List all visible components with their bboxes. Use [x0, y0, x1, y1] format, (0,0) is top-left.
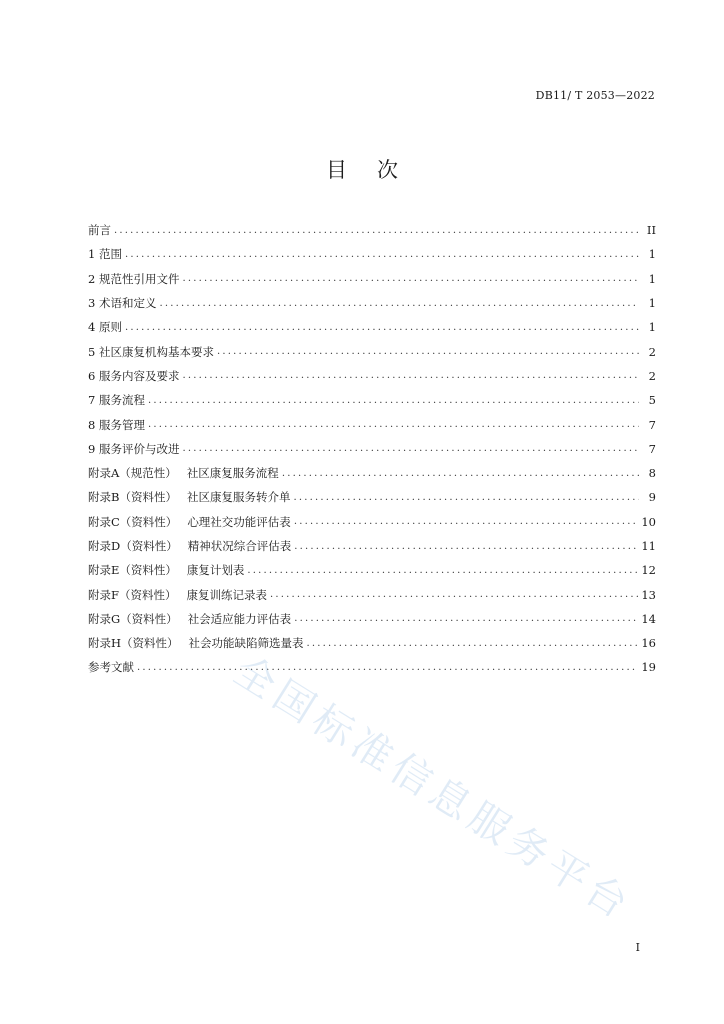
- toc-entry-text: 4 原则: [88, 320, 122, 335]
- toc-entry[interactable]: [88, 339, 656, 363]
- toc-entry-page: 2: [648, 344, 656, 359]
- dot-leader: [247, 565, 638, 576]
- toc-entry-page: 1: [648, 296, 656, 311]
- toc-entry[interactable]: [88, 315, 656, 339]
- toc-entry-label: [88, 538, 291, 554]
- toc-entry-text: 2 规范性引用文件: [88, 271, 180, 286]
- toc-entry-page: 9: [648, 490, 656, 505]
- toc-entry[interactable]: [88, 510, 656, 534]
- toc-entry-text: 康复训练记录表: [186, 587, 267, 602]
- dot-leader: [114, 225, 639, 236]
- toc-entry[interactable]: [88, 291, 656, 315]
- toc-entry[interactable]: [88, 655, 656, 679]
- toc-entry-page: 12: [641, 563, 656, 578]
- toc-entry-page: 13: [641, 587, 656, 602]
- page-number: I: [635, 941, 640, 954]
- toc-entry-tag: 附录C（资料性）: [88, 514, 178, 529]
- toc-entry-label: [88, 246, 122, 262]
- table-of-contents: [88, 218, 656, 680]
- title-right-char: 次: [377, 158, 398, 182]
- toc-entry[interactable]: [88, 267, 656, 291]
- toc-entry-label: [88, 344, 214, 360]
- toc-entry-label: [88, 319, 122, 335]
- toc-entry-label: [88, 222, 111, 238]
- toc-entry-text: 社会适应能力评估表: [187, 611, 292, 626]
- toc-entry-label: [88, 562, 244, 578]
- toc-entry-label: [88, 659, 134, 675]
- toc-entry[interactable]: [88, 607, 656, 631]
- toc-entry-page: 11: [641, 539, 656, 553]
- dot-leader: [294, 541, 638, 552]
- dot-leader: [148, 419, 639, 430]
- toc-entry-page: 5: [648, 393, 656, 408]
- toc-entry-label: [88, 587, 267, 603]
- toc-entry[interactable]: [88, 485, 656, 509]
- toc-entry-page: II: [646, 223, 656, 238]
- dot-leader: [137, 662, 638, 673]
- dot-leader: [217, 346, 639, 357]
- toc-entry-text: 前言: [88, 223, 111, 238]
- dot-leader: [294, 516, 639, 527]
- toc-entry-label: [88, 465, 279, 481]
- toc-entry-label: [88, 635, 304, 651]
- title-left-char: 目: [326, 158, 347, 182]
- toc-entry-page: 1: [648, 320, 656, 335]
- toc-entry-text: 5 社区康复机构基本要求: [88, 344, 214, 359]
- toc-entry-text: 参考文献: [88, 660, 134, 675]
- page-title: [0, 154, 724, 184]
- toc-entry-text: 康复计划表: [186, 563, 245, 578]
- toc-entry-tag: 附录E（资料性）: [88, 563, 177, 578]
- dot-leader: [125, 322, 639, 333]
- toc-entry[interactable]: [88, 242, 656, 266]
- toc-entry-page: 1: [648, 271, 656, 286]
- toc-entry-label: [88, 392, 145, 408]
- toc-entry-text: 6 服务内容及要求: [88, 368, 180, 383]
- toc-entry-page: 14: [641, 611, 656, 626]
- toc-entry-page: 1: [648, 247, 656, 262]
- dot-leader: [182, 370, 639, 381]
- dot-leader: [270, 589, 638, 600]
- toc-entry-text: 9 服务评价与改进: [88, 441, 180, 456]
- toc-entry-label: [88, 489, 290, 505]
- dot-leader: [148, 395, 639, 406]
- dot-leader: [282, 468, 639, 479]
- toc-entry-text: 社区康复服务转介单: [186, 490, 291, 505]
- toc-entry-tag: 附录B（资料性）: [88, 490, 177, 505]
- toc-entry[interactable]: [88, 388, 656, 412]
- dot-leader: [125, 249, 639, 260]
- toc-entry-text: 8 服务管理: [88, 417, 145, 432]
- toc-entry-label: [88, 271, 179, 287]
- toc-entry-text: 3 术语和定义: [88, 296, 157, 311]
- toc-entry-tag: 附录H（资料性）: [88, 636, 179, 651]
- standard-code: DB11/ T 2053—2022: [535, 89, 655, 102]
- toc-entry-text: 精神状况综合评估表: [187, 539, 292, 553]
- dot-leader: [294, 613, 638, 624]
- toc-entry[interactable]: [88, 631, 656, 655]
- toc-entry-label: [88, 295, 156, 311]
- watermark: 全国标准信息服务平台: [225, 647, 641, 931]
- toc-entry-tag: 附录D（资料性）: [88, 539, 178, 553]
- dot-leader: [307, 638, 639, 649]
- dot-leader: [293, 492, 639, 503]
- toc-entry-text: 社会功能缺陷筛选量表: [188, 636, 304, 651]
- toc-entry[interactable]: [88, 461, 656, 485]
- toc-entry-label: [88, 368, 179, 384]
- toc-entry-tag: 附录G（资料性）: [88, 611, 178, 626]
- toc-entry-label: [88, 417, 145, 433]
- toc-entry-text: 社区康复服务流程: [186, 466, 279, 481]
- toc-entry-page: 10: [641, 514, 656, 529]
- toc-entry-page: 8: [648, 466, 656, 481]
- toc-entry-label: [88, 441, 179, 457]
- toc-entry-text: 1 范围: [88, 247, 122, 262]
- dot-leader: [182, 443, 639, 454]
- toc-entry-label: [88, 611, 291, 627]
- toc-entry-page: 7: [648, 441, 656, 456]
- toc-entry-page: 2: [648, 368, 656, 383]
- toc-entry[interactable]: [88, 412, 656, 436]
- toc-entry-page: 19: [641, 660, 656, 675]
- dot-leader: [159, 298, 639, 309]
- toc-entry-tag: 附录A（规范性）: [88, 466, 177, 481]
- toc-entry-page: 7: [648, 417, 656, 432]
- toc-entry-text: 7 服务流程: [88, 393, 145, 408]
- dot-leader: [182, 273, 639, 284]
- toc-entry[interactable]: [88, 534, 656, 558]
- toc-entry[interactable]: [88, 364, 656, 388]
- toc-entry[interactable]: [88, 218, 656, 242]
- toc-entry[interactable]: [88, 437, 656, 461]
- toc-entry[interactable]: [88, 582, 656, 606]
- toc-entry-page: 16: [641, 636, 656, 651]
- toc-entry-tag: 附录F（资料性）: [88, 587, 177, 602]
- toc-entry-label: [88, 514, 291, 530]
- toc-entry-text: 心理社交功能评估表: [187, 514, 291, 529]
- toc-entry[interactable]: [88, 558, 656, 582]
